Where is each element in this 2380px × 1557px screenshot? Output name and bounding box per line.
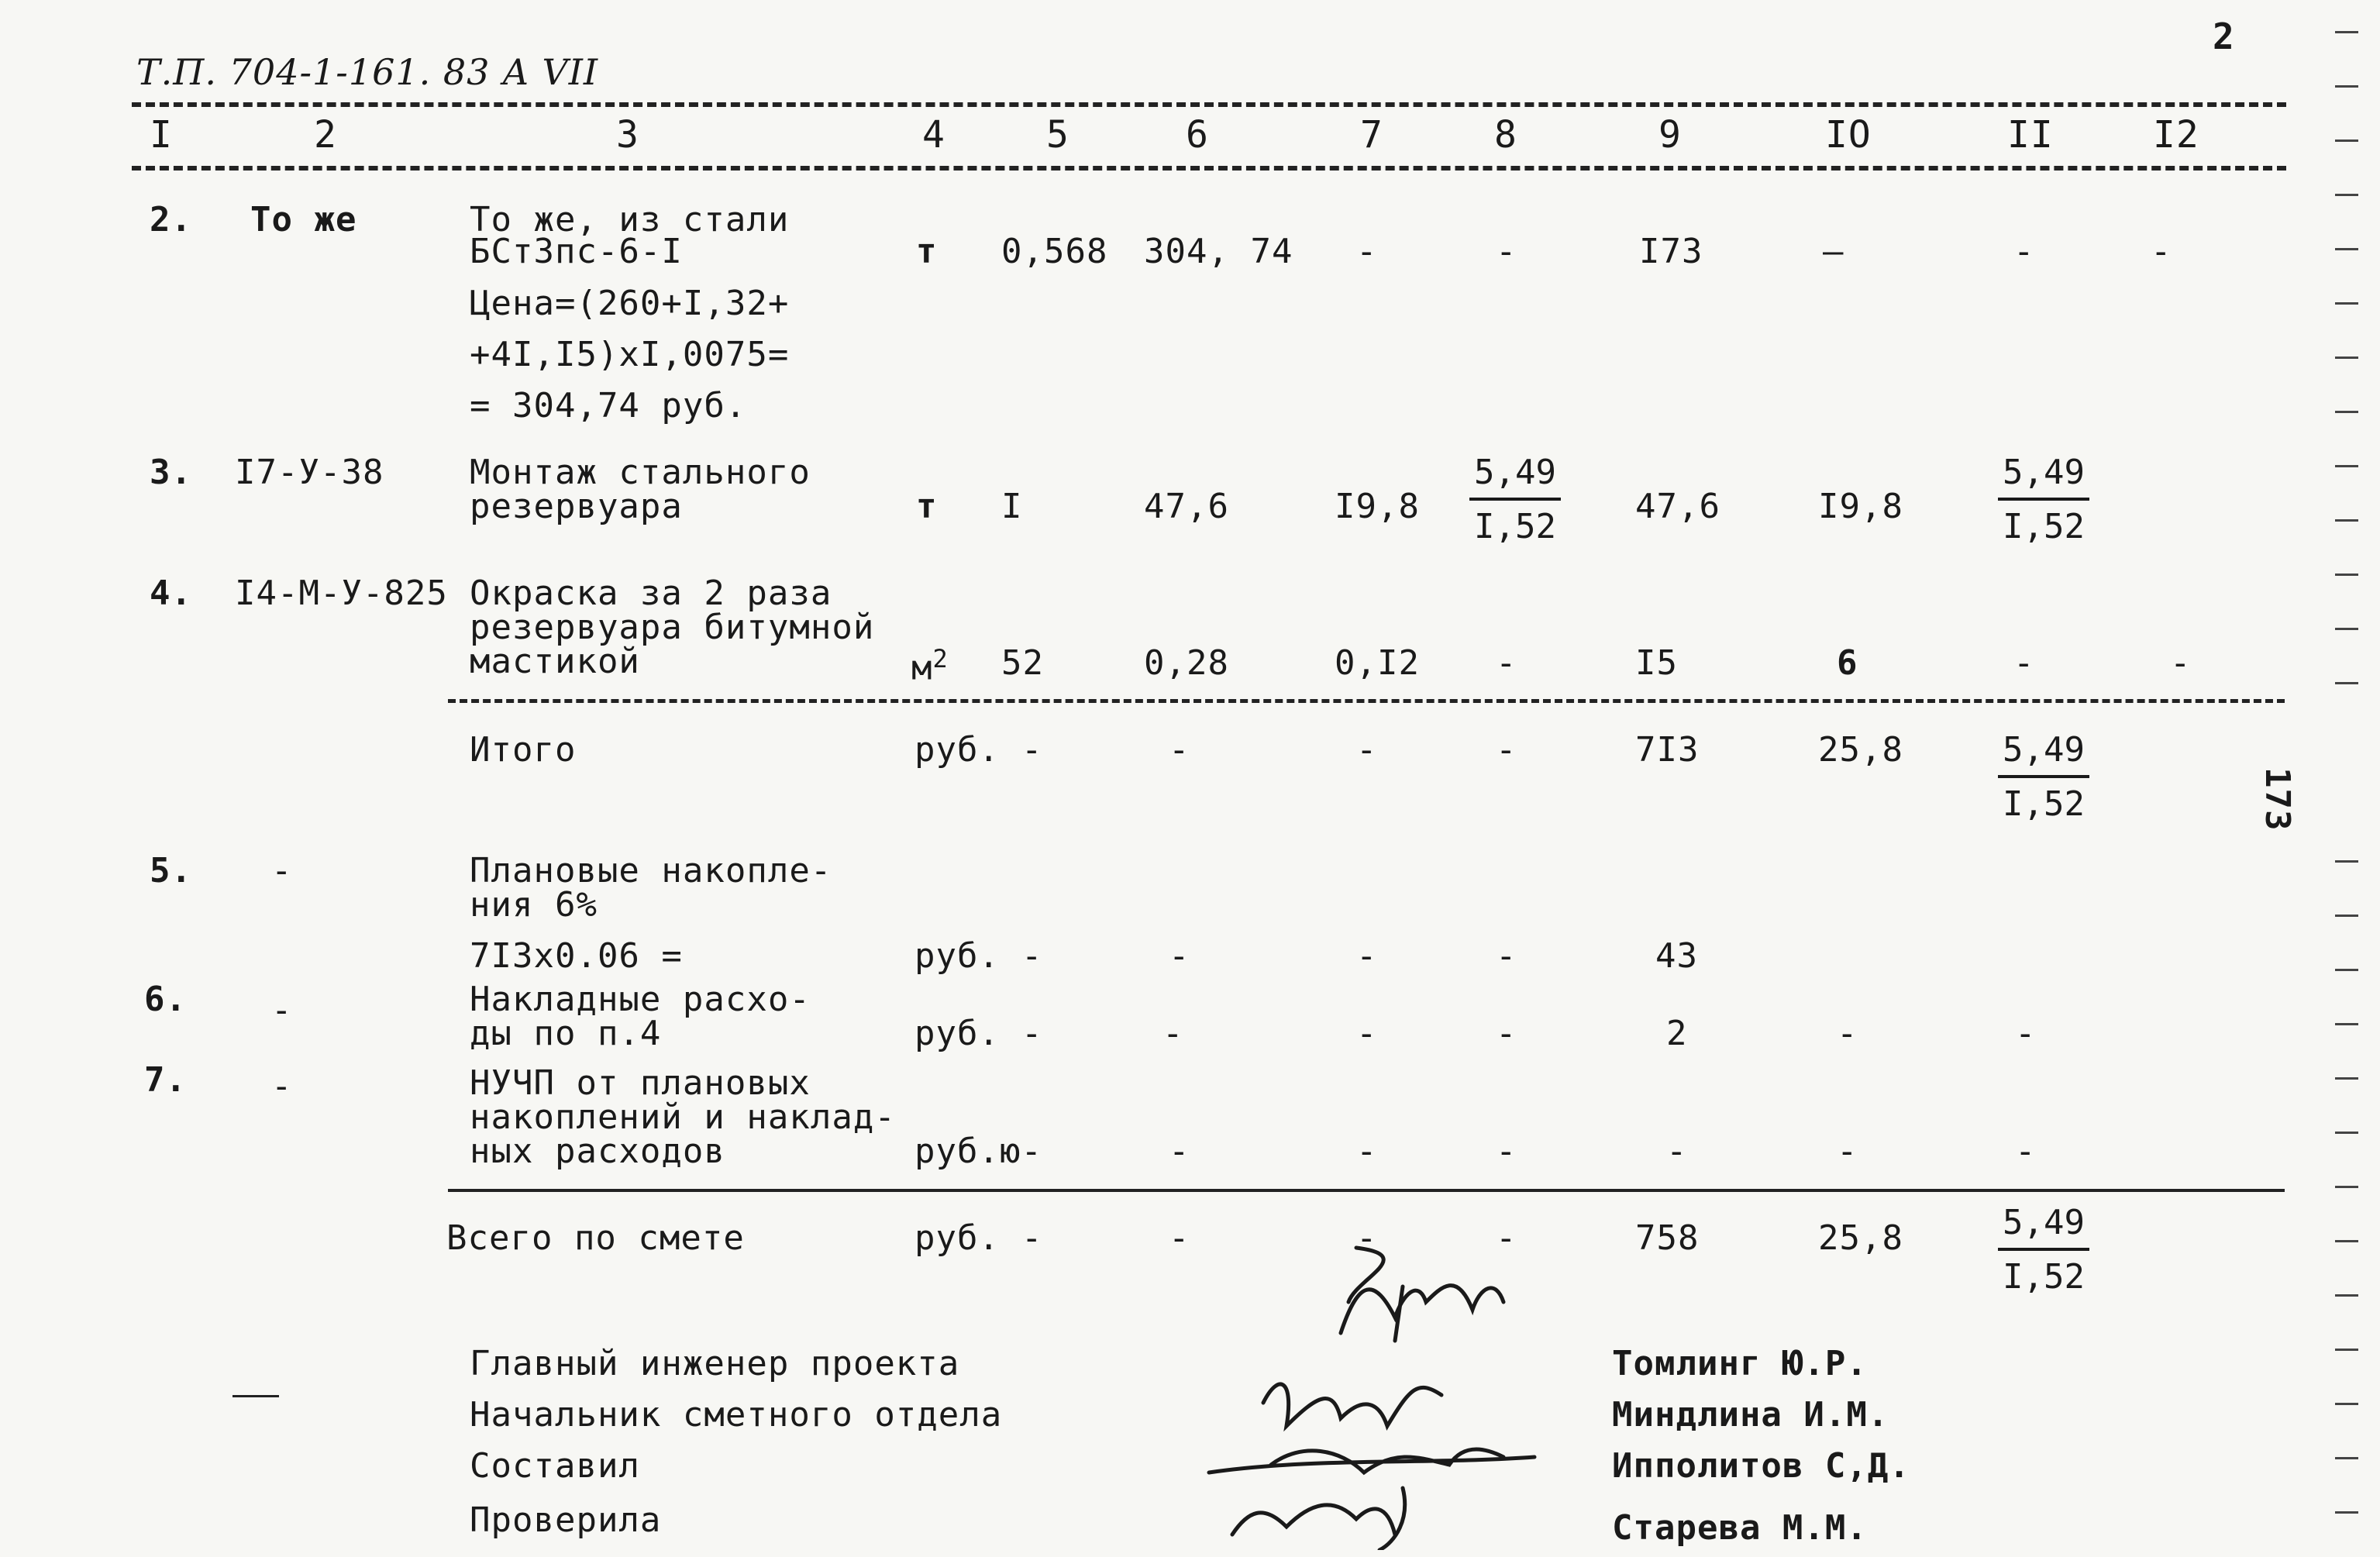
edge-tick (2335, 1132, 2358, 1134)
fraction-numerator: 5,49 (1998, 733, 2089, 778)
col-header-6: 6 (1186, 113, 1209, 157)
row-description: То же, из стали (470, 200, 790, 239)
edge-tick (2335, 31, 2358, 33)
edge-tick (2335, 357, 2358, 359)
cell-c5: - (1021, 1014, 1043, 1053)
cell-c10: - (1837, 1014, 1858, 1053)
edge-tick (2335, 682, 2358, 684)
rate-code: - (271, 1066, 293, 1106)
cell-c6: - (1169, 936, 1190, 976)
cell-c5: - (1021, 730, 1043, 770)
edge-tick (2335, 411, 2358, 413)
cell-c6: - (1169, 730, 1190, 770)
fraction-denominator: I,52 (2003, 507, 2085, 546)
col-header-5: 5 (1046, 113, 1069, 157)
cell-c11-fraction (1998, 730, 2089, 824)
edge-tick (2335, 1403, 2358, 1405)
edge-tick (2335, 969, 2358, 971)
cell-c5: - (1021, 936, 1043, 976)
cell-c10: - (1837, 1132, 1858, 1171)
cell-c11-fraction (1998, 453, 2089, 546)
col-header-11: II (2007, 113, 2054, 157)
unit: руб. (914, 1218, 1000, 1258)
cell-c7: - (1356, 1014, 1378, 1053)
cell-c5: I (1001, 487, 1023, 526)
cell-c9: I73 (1639, 232, 1703, 271)
cell-c5: 52 (1001, 643, 1044, 683)
edge-tick (2335, 860, 2358, 863)
cell-c6: - (1169, 1218, 1190, 1258)
col-header-10: IO (1825, 113, 1872, 157)
edge-tick (2335, 1240, 2358, 1242)
page-number: 2 (2213, 16, 2235, 57)
col-header-1: I (150, 113, 173, 157)
rate-code: - (271, 851, 293, 890)
row-description: ния 6% (470, 885, 598, 925)
price-calculation: = 304,74 руб. (470, 386, 747, 425)
col-header-8: 8 (1494, 113, 1517, 157)
cell-c11: - (2015, 1014, 2037, 1053)
cell-c6: - (1162, 1014, 1184, 1053)
cell-c8-fraction (1469, 453, 1561, 546)
edge-tick (2335, 1077, 2358, 1080)
unit: т (916, 487, 938, 526)
fraction-denominator: I,52 (2003, 1257, 2085, 1297)
signatory-name: Старева М.М. (1612, 1508, 1868, 1548)
edge-tick (2335, 248, 2358, 250)
unit: руб. (914, 1014, 1000, 1053)
cell-c7: - (1356, 1132, 1378, 1171)
cell-c11: - (2015, 1132, 2037, 1171)
cell-c8: - (1496, 936, 1517, 976)
edge-tick (2335, 628, 2358, 630)
rate-code: То же (250, 200, 357, 239)
col-header-4: 4 (922, 113, 945, 157)
row-description: накоплений и наклад- (470, 1097, 896, 1137)
side-number: 173 (2258, 767, 2297, 832)
price-calculation: +4I,I5)xI,0075= (470, 335, 790, 374)
fraction-numerator: 5,49 (1469, 456, 1561, 501)
row-description: Итого (470, 730, 577, 770)
cell-c8: - (1496, 643, 1517, 683)
cell-c8: - (1496, 232, 1517, 271)
unit: т (916, 232, 938, 271)
edge-tick (2335, 915, 2358, 917)
cell-c8: - (1496, 1218, 1517, 1258)
row-number: 3. (150, 453, 192, 492)
row-number: 5. (150, 851, 192, 890)
edge-tick (2335, 194, 2358, 196)
cell-c7: I9,8 (1335, 487, 1420, 526)
row-description: резервуара битумной (470, 608, 875, 647)
cell-c7: - (1356, 730, 1378, 770)
cell-c10: — (1823, 232, 1844, 271)
cell-c8: - (1496, 1132, 1517, 1171)
cell-c5: - (1021, 1218, 1043, 1258)
cell-c11-fraction (1998, 1203, 2089, 1297)
unit: руб. (914, 730, 1000, 770)
fraction-denominator: I,52 (1474, 507, 1556, 546)
edge-tick (2335, 1294, 2358, 1297)
cell-c6: 0,28 (1144, 643, 1229, 683)
price-calculation: 7I3x0.06 = (470, 936, 683, 976)
fraction-denominator: I,52 (2003, 784, 2085, 824)
edge-tick (2335, 140, 2358, 142)
cell-c5: 0,568 (1001, 232, 1108, 271)
signatory-role: Главный инженер проекта (470, 1344, 960, 1383)
col-header-12: I2 (2153, 113, 2199, 157)
row-description: резервуара (470, 487, 683, 526)
cell-c9: 2 (1666, 1014, 1688, 1053)
doc-code: Т.П. 704-1-161. 83 А VII (136, 51, 599, 93)
col-header-7: 7 (1360, 113, 1383, 157)
cell-c11: - (2013, 643, 2035, 683)
edge-tick (2335, 1457, 2358, 1459)
cell-c9: 43 (1655, 936, 1698, 976)
cell-c6: 304, 74 (1144, 232, 1293, 271)
handwritten-signatures (1162, 1225, 1596, 1550)
row-description: ды по п.4 (470, 1014, 662, 1053)
cell-c8: - (1496, 730, 1517, 770)
row-description: БСт3пс-6-I (470, 232, 683, 271)
cell-c10: 25,8 (1818, 730, 1903, 770)
cell-c7: - (1356, 232, 1378, 271)
cell-c12: - (2151, 232, 2172, 271)
col-header-2: 2 (314, 113, 337, 157)
signatory-role: Проверила (470, 1500, 662, 1540)
row-description: Монтаж стального (470, 453, 811, 492)
cell-c7: - (1356, 936, 1378, 976)
row-description: ных расходов (470, 1132, 725, 1171)
row-number: 6. (144, 980, 187, 1019)
row-description: Окраска за 2 раза (470, 574, 832, 613)
header-rule-bottom (132, 166, 2286, 171)
cell-c12: - (2170, 643, 2192, 683)
edge-tick (2335, 1186, 2358, 1188)
unit (911, 646, 949, 686)
price-calculation: Цена=(260+I,32+ (470, 284, 790, 323)
row-description: Плановые накопле- (470, 851, 832, 890)
row-description: мастикой (470, 642, 640, 681)
total-rule (448, 1189, 2285, 1192)
unit: руб. (914, 936, 1000, 976)
unit-exponent: 2 (932, 644, 949, 673)
cell-c10: 25,8 (1818, 1218, 1903, 1258)
rate-code: - (271, 990, 293, 1030)
fraction-numerator: 5,49 (1998, 1206, 2089, 1251)
signatory-name: Томлинг Ю.Р. (1612, 1344, 1868, 1383)
edge-tick (2335, 1349, 2358, 1351)
edge-tick (2335, 519, 2358, 522)
edge-tick (2335, 574, 2358, 576)
row-description: Всего по смете (446, 1218, 745, 1258)
signatory-role: Начальник сметного отдела (470, 1395, 1003, 1435)
cell-c9: - (1666, 1132, 1688, 1171)
margin-mark (232, 1395, 279, 1397)
cell-c6: - (1169, 1132, 1190, 1171)
col-header-3: 3 (616, 113, 639, 157)
unit-text: м (911, 648, 933, 688)
signatory-name: Миндлина И.М. (1612, 1395, 1889, 1435)
signatory-role: Составил (470, 1446, 640, 1486)
rate-code: I7-У-38 (235, 453, 384, 492)
cell-c11: - (2013, 232, 2035, 271)
row-description: Накладные расхо- (470, 980, 811, 1019)
cell-c9: 7I3 (1635, 730, 1700, 770)
cell-c9: I5 (1635, 643, 1678, 683)
cell-c7: - (1356, 1218, 1378, 1258)
edge-tick (2335, 1511, 2358, 1514)
cell-c7: 0,I2 (1335, 643, 1420, 683)
header-rule-top (132, 102, 2286, 107)
cell-c8: - (1496, 1014, 1517, 1053)
edge-tick (2335, 1023, 2358, 1025)
fraction-numerator: 5,49 (1998, 456, 2089, 501)
row-number: 4. (150, 574, 192, 613)
edge-tick (2335, 85, 2358, 88)
col-header-9: 9 (1658, 113, 1682, 157)
cell-c9: 758 (1635, 1218, 1700, 1258)
row-number: 7. (144, 1060, 187, 1100)
cell-c6: 47,6 (1144, 487, 1229, 526)
cell-c10: 6 (1837, 643, 1858, 683)
signatory-name: Ипполитов С,Д. (1612, 1446, 1910, 1486)
edge-tick (2335, 465, 2358, 467)
unit: руб.ю- (914, 1132, 1042, 1171)
rate-code: I4-М-У-825 (235, 574, 448, 613)
edge-tick (2335, 302, 2358, 305)
subtotal-rule (448, 699, 2285, 703)
cell-c9: 47,6 (1635, 487, 1720, 526)
row-description: НУЧП от плановых (470, 1063, 811, 1103)
cell-c10: I9,8 (1818, 487, 1903, 526)
row-number: 2. (150, 200, 192, 239)
